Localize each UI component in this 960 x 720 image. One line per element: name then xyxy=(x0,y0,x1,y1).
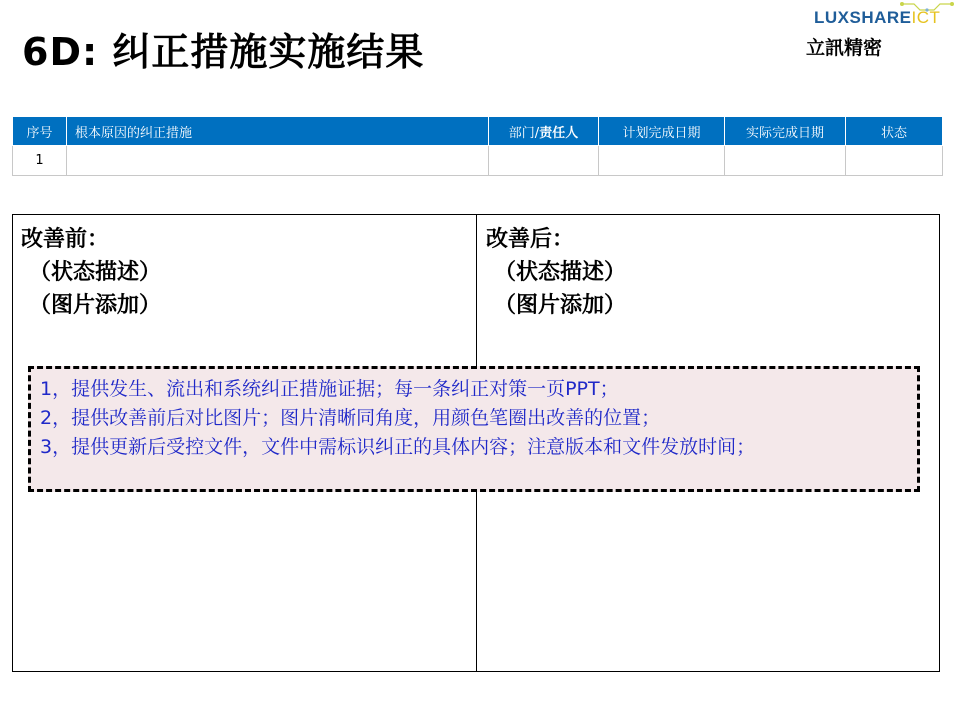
table-row xyxy=(13,146,943,176)
cell-status[interactable] xyxy=(846,146,943,176)
before-status-desc: （状态描述） xyxy=(29,260,162,285)
before-image-add: （图片添加） xyxy=(29,293,162,318)
before-title: 改善前： xyxy=(21,227,110,252)
note-line: 1，提供发生、流出和系统纠正措施证据；每一条纠正对策一页PPT； xyxy=(40,378,619,400)
company-logo xyxy=(800,0,960,62)
header-actual-date: 实际完成日期 xyxy=(725,117,846,146)
note-line: 2，提供改善前后对比图片；图片清晰同角度，用颜色笔圈出改善的位置； xyxy=(40,407,661,429)
header-status: 状态 xyxy=(846,117,943,146)
corrective-action-table xyxy=(12,116,943,176)
after-panel xyxy=(486,223,626,322)
header-action: 根本原因的纠正措施 xyxy=(67,117,489,146)
cell-planned-date[interactable] xyxy=(599,146,725,176)
after-image-add: （图片添加） xyxy=(494,293,627,318)
cell-action[interactable] xyxy=(67,146,489,176)
slide-title: 6D: 纠正措施实施结果 xyxy=(22,30,425,74)
cell-dept[interactable] xyxy=(489,146,599,176)
instruction-note xyxy=(28,366,920,492)
logo-wordmark: LUXSHAREICT xyxy=(814,8,941,27)
after-status-desc: （状态描述） xyxy=(494,260,627,285)
table-header-row xyxy=(13,117,943,146)
after-title: 改善后： xyxy=(486,227,575,252)
cell-actual-date[interactable] xyxy=(725,146,846,176)
note-line: 3，提供更新后受控文件，文件中需标识纠正的具体内容；注意版本和文件发放时间； xyxy=(40,436,756,458)
logo-chinese-name: 立訊精密 xyxy=(806,37,883,59)
before-panel xyxy=(21,223,161,322)
header-dept: 部门/责任人 xyxy=(489,117,599,146)
cell-seq[interactable]: 1 xyxy=(13,146,67,176)
header-seq: 序号 xyxy=(13,117,67,146)
header-planned-date: 计划完成日期 xyxy=(599,117,725,146)
